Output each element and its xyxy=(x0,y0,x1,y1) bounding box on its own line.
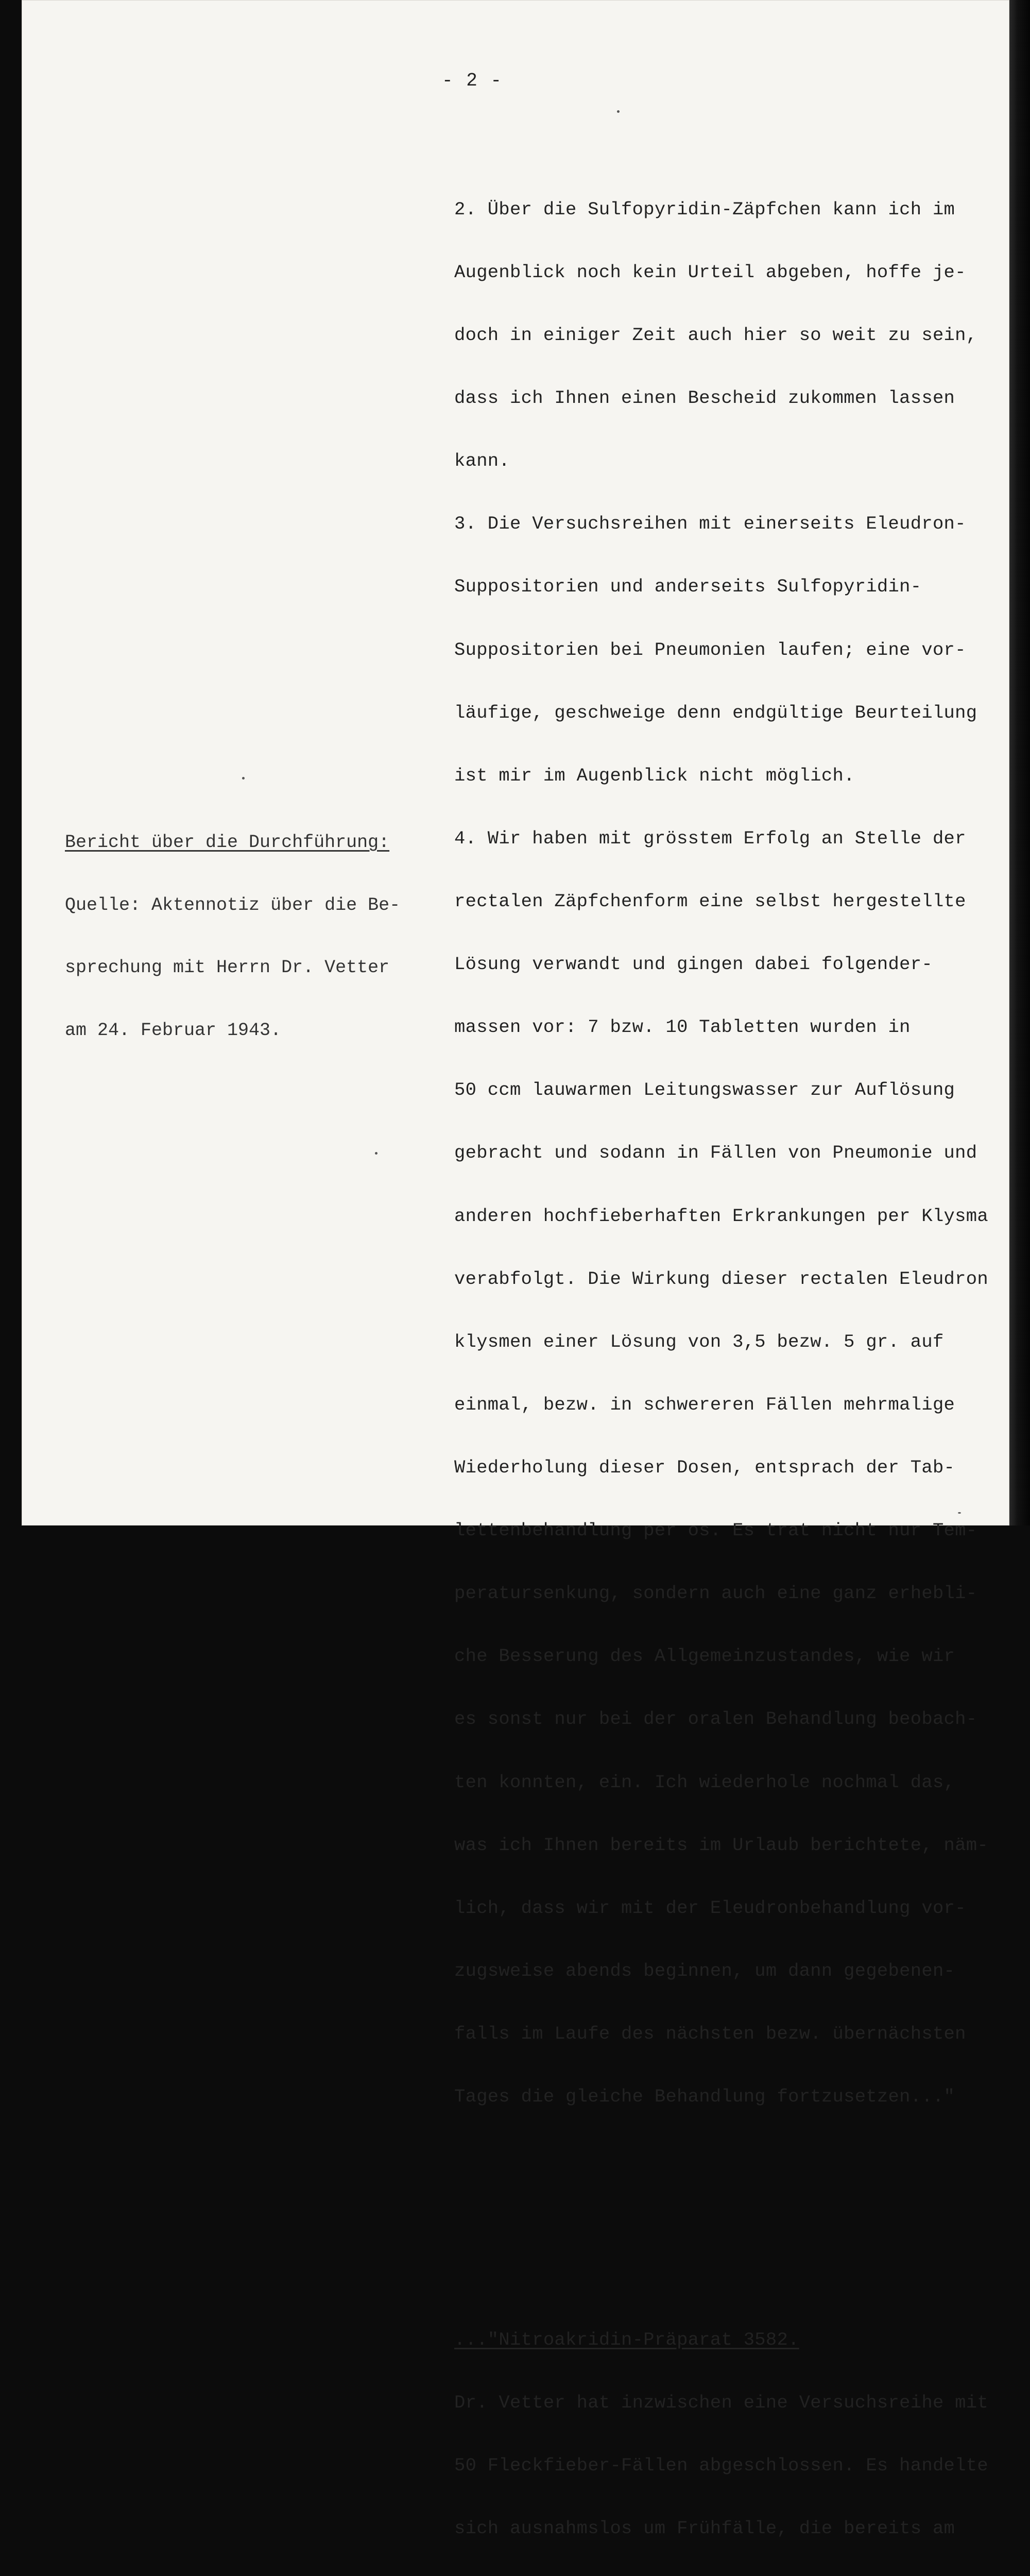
margin-note-line: Quelle: Aktennotiz über die Be- xyxy=(65,894,401,916)
text-line: Lösung verwandt und gingen dabei folgender- xyxy=(454,954,933,975)
text-line: sich ausnahmslos um Frühfälle, die bereits am xyxy=(454,2518,955,2539)
text-line: Augenblick noch kein Urteil abgeben, hoffe je- xyxy=(454,261,966,283)
ink-speck xyxy=(958,1512,961,1514)
text-line: ist mir im Augenblick nicht möglich. xyxy=(454,765,855,786)
text-line: Wiederholung dieser Dosen, entsprach der Tab- xyxy=(454,1457,955,1478)
text-line: gebracht und sodann in Fällen von Pneumonie und xyxy=(454,1142,977,1164)
ink-speck xyxy=(617,110,620,113)
text-line: massen vor: 7 bzw. 10 Tabletten wurden in xyxy=(454,1016,911,1038)
text-line: kann. xyxy=(454,450,510,472)
text-line: rectalen Zäpfchenform eine selbst hergestellte xyxy=(454,891,966,912)
text-line: 2. Über die Sulfopyridin-Zäpfchen kann ich im xyxy=(454,198,955,220)
text-line: klysmen einer Lösung von 3,5 bezw. 5 gr. auf xyxy=(454,1331,944,1352)
text-line: es sonst nur bei der oralen Behandlung beobach- xyxy=(454,1708,977,1730)
paragraph-gap xyxy=(454,2212,1010,2225)
text-line: falls im Laufe des nächsten bezw. übernächsten xyxy=(454,2023,966,2044)
text-line: Suppositorien bei Pneumonien laufen; eine vor- xyxy=(454,639,966,660)
text-line: lettenbehandlung per os. Es trat nicht nur Tem- xyxy=(454,1520,977,1541)
text-line: doch in einiger Zeit auch hier so weit zu sein, xyxy=(454,325,977,346)
text-line: Dr. Vetter hat inzwischen eine Versuchsreihe mit xyxy=(454,2392,988,2413)
page-edge-shadow xyxy=(1009,0,1030,1526)
text-line: verabfolgt. Die Wirkung dieser rectalen Eleudron xyxy=(454,1268,988,1290)
text-line: einmal, bezw. in schwereren Fällen mehrmalige xyxy=(454,1394,955,1415)
text-line: 50 ccm lauwarmen Leitungswasser zur Auflösung xyxy=(454,1079,955,1101)
text-line: was ich Ihnen bereits im Urlaub berichtete, näm- xyxy=(454,1834,988,1856)
text-line: lich, dass wir mit der Eleudronbehandlung vor- xyxy=(454,1897,966,1919)
main-text-column xyxy=(454,115,1010,2576)
text-line: 4. Wir haben mit grösstem Erfolg an Stelle der xyxy=(454,827,966,849)
margin-note-line: am 24. Februar 1943. xyxy=(65,1020,282,1041)
text-line: 50 Fleckfieber-Fällen abgeschlossen. Es handelte xyxy=(454,2455,988,2477)
margin-note xyxy=(65,790,425,1062)
ink-speck xyxy=(242,777,245,779)
text-line: Tages die gleiche Behandlung fortzusetzen..." xyxy=(454,2086,955,2108)
text-line: Suppositorien und anderseits Sulfopyridin- xyxy=(454,576,922,598)
report-heading: ..."Nitroakridin-Präparat 3582. xyxy=(454,2329,799,2350)
report-block xyxy=(454,2287,1010,2576)
text-line: che Besserung des Allgemeinzustandes, wie wir xyxy=(454,1646,955,1667)
text-line: 3. Die Versuchsreihen mit einerseits Eleudron- xyxy=(454,513,966,535)
text-line: läufige, geschweige denn endgültige Beurteilung xyxy=(454,702,977,723)
margin-note-heading: Bericht über die Durchführung: xyxy=(65,832,390,853)
numbered-items-block xyxy=(454,157,1010,2149)
text-line: zugsweise abends beginnen, um dann gegebenen- xyxy=(454,1960,955,1981)
margin-note-line: sprechung mit Herrn Dr. Vetter xyxy=(65,957,390,978)
text-line: dass ich Ihnen einen Bescheid zukommen lassen xyxy=(454,387,955,409)
text-line: anderen hochfieberhaften Erkrankungen per Klysma xyxy=(454,1205,988,1227)
page-number: - 2 - xyxy=(442,70,503,91)
text-line: peratursenkung, sondern auch eine ganz erhebli- xyxy=(454,1583,977,1604)
text-line: ten konnten, ein. Ich wiederhole nochmal das, xyxy=(454,1771,955,1793)
ink-speck xyxy=(375,1152,377,1155)
